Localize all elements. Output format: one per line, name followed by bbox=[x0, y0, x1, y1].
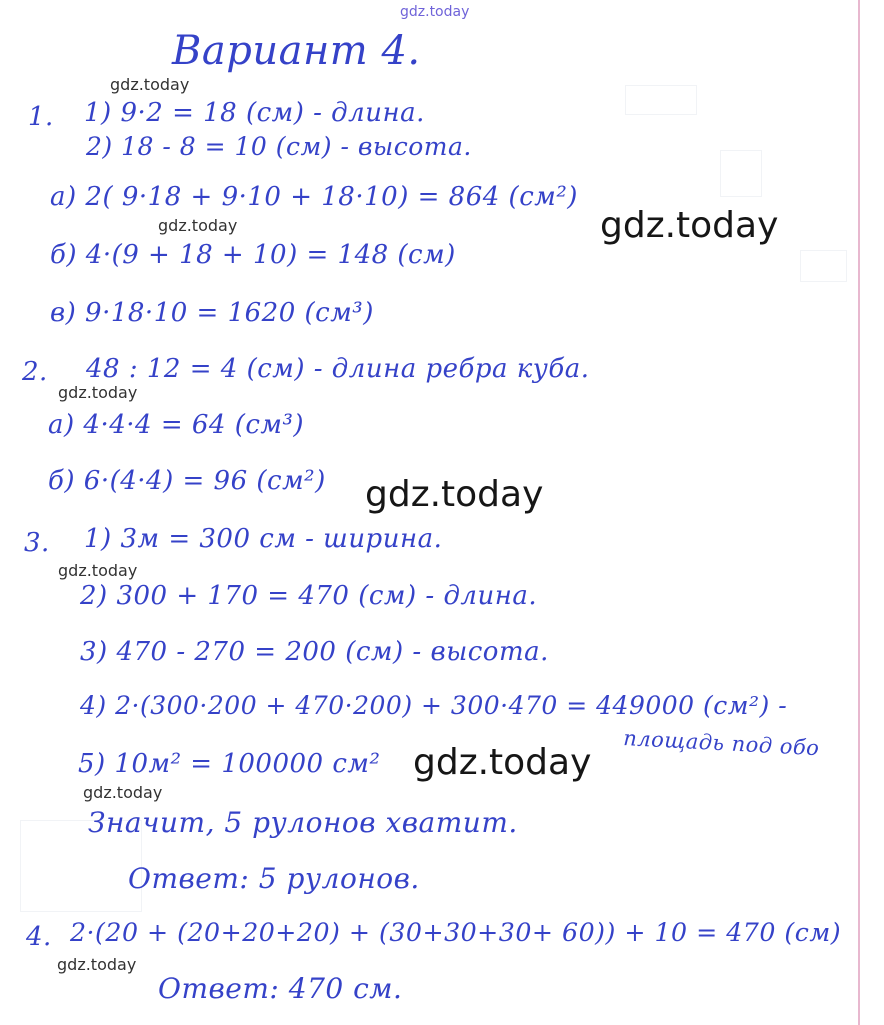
task2-answer-a: а) 4·4·4 = 64 (см³) bbox=[48, 410, 305, 440]
task-number: 3. bbox=[24, 528, 50, 558]
task3-step3: 3) 470 - 270 = 200 (см) - высота. bbox=[80, 637, 549, 667]
faint-mark bbox=[800, 250, 847, 282]
task4-answer: Ответ: 470 см. bbox=[158, 972, 403, 1005]
task1-answer-a: а) 2( 9·18 + 9·10 + 18·10) = 864 (см²) bbox=[50, 182, 578, 212]
task-number: 4. bbox=[26, 922, 52, 952]
watermark-small: gdz.today bbox=[158, 216, 238, 235]
task-number: 2. bbox=[22, 357, 48, 387]
watermark-small: gdz.today bbox=[58, 383, 138, 402]
watermark-top: gdz.today bbox=[400, 4, 470, 20]
task3-step5: 5) 10м² = 100000 см² bbox=[78, 749, 381, 779]
margin-line bbox=[858, 0, 860, 1025]
watermark-big: gdz.today bbox=[413, 742, 592, 783]
task3-step4-note: площадь под обо bbox=[622, 726, 820, 761]
task3-step1: 1) 3м = 300 см - ширина. bbox=[84, 524, 443, 554]
watermark-small: gdz.today bbox=[110, 75, 190, 94]
task2-answer-b: б) 6·(4·4) = 96 (см²) bbox=[48, 466, 326, 496]
task3-answer: Ответ: 5 рулонов. bbox=[128, 862, 420, 895]
task1-step1: 1) 9·2 = 18 (см) - длина. bbox=[84, 98, 425, 128]
task3-step4: 4) 2·(300·200 + 470·200) + 300·470 = 449000 (см²) - bbox=[80, 691, 788, 720]
watermark-small: gdz.today bbox=[57, 955, 137, 974]
task1-answer-b: б) 4·(9 + 18 + 10) = 148 (см) bbox=[50, 240, 456, 270]
task1-step2: 2) 18 - 8 = 10 (см) - высота. bbox=[86, 132, 472, 161]
watermark-small: gdz.today bbox=[83, 783, 163, 802]
page-title: Вариант 4. bbox=[172, 28, 421, 74]
task2-step1: 48 : 12 = 4 (см) - длина ребра куба. bbox=[86, 354, 590, 384]
task3-step2: 2) 300 + 170 = 470 (см) - длина. bbox=[80, 581, 538, 611]
task4-step1: 2·(20 + (20+20+20) + (30+30+30+ 60)) + 10 = 470 (см) bbox=[70, 918, 842, 947]
faint-mark bbox=[625, 85, 697, 115]
task3-conclusion: Значит, 5 рулонов хватит. bbox=[88, 806, 518, 839]
task-number: 1. bbox=[28, 102, 54, 132]
faint-mark bbox=[720, 150, 762, 197]
watermark-big: gdz.today bbox=[600, 205, 779, 246]
watermark-big: gdz.today bbox=[365, 474, 544, 515]
task1-answer-v: в) 9·18·10 = 1620 (см³) bbox=[50, 298, 374, 328]
watermark-small: gdz.today bbox=[58, 561, 138, 580]
